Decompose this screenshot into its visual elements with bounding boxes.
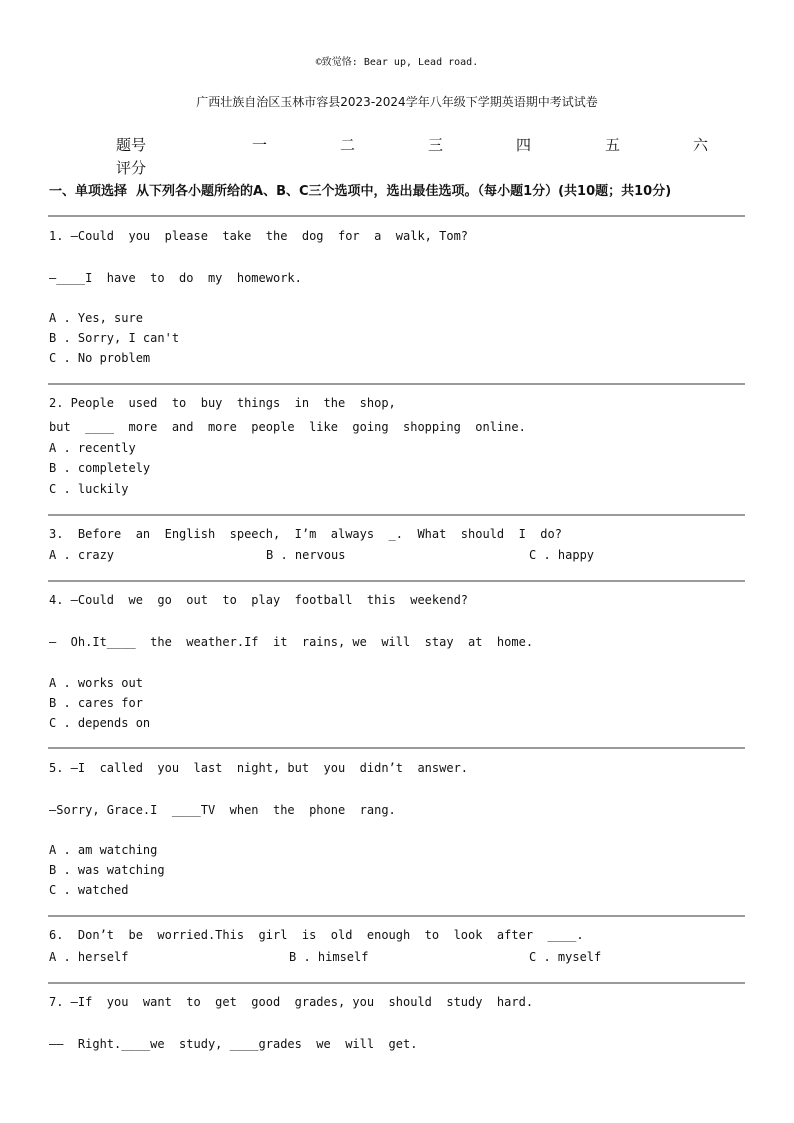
section-heading: 一、单项选择 从下列各小题所给的A、B、C三个选项中，选出最佳选项。（每小题1分）(共10题；共10分) <box>49 184 672 199</box>
question-text: — Oh.It____ the weather.If it rains, we will stay at home. <box>49 635 534 649</box>
exam-title: 广西壮族自治区玉林市容县2023-2024学年八年级下学期英语期中考试试卷 <box>196 95 598 109</box>
option-b: B . cares for <box>49 696 143 710</box>
score-col-4: 四 <box>516 136 532 154</box>
score-col-3: 三 <box>428 136 444 154</box>
option-a: A . Yes, sure <box>49 311 143 325</box>
option-a: A . recently <box>49 441 136 455</box>
question-text: —— Right.____we study, ____grades we will get. <box>49 1037 418 1051</box>
option-b: B . Sorry, I can't <box>49 331 180 345</box>
divider <box>48 580 745 582</box>
score-head-label: 题号 <box>116 136 147 154</box>
divider <box>48 915 745 917</box>
question-text: 1. —Could you please take the dog for a walk, Tom? <box>49 229 469 243</box>
question-text: 5. —I called you last night, but you didn’t answer. <box>49 761 469 775</box>
question-text: 3. Before an English speech, I’m always _. What should I do? <box>49 527 562 541</box>
option-a: A . crazy <box>49 548 115 562</box>
score-col-2: 二 <box>340 136 356 154</box>
divider <box>48 747 745 749</box>
score-col-5: 五 <box>605 136 621 154</box>
question-text: 2. People used to buy things in the shop, <box>49 396 396 410</box>
motto-header: ©致觉恪: Bear up, Lead road. <box>315 57 479 68</box>
score-col-6: 六 <box>693 136 709 154</box>
score-col-1: 一 <box>252 136 268 154</box>
option-a: A . works out <box>49 676 143 690</box>
question-text: 4. —Could we go out to play football this weekend? <box>49 593 469 607</box>
option-b: B . completely <box>49 461 151 475</box>
question-text: but ____ more and more people like going shopping online. <box>49 420 526 434</box>
option-a: A . am watching <box>49 843 158 857</box>
divider <box>48 514 745 516</box>
option-c: C . myself <box>529 950 602 964</box>
option-c: C . No problem <box>49 351 151 365</box>
divider <box>48 982 745 984</box>
option-b: B . himself <box>289 950 369 964</box>
option-c: C . happy <box>529 548 595 562</box>
divider <box>48 383 745 385</box>
question-text: 7. —If you want to get good grades, you should study hard. <box>49 995 534 1009</box>
option-a: A . herself <box>49 950 129 964</box>
option-b: B . was watching <box>49 863 165 877</box>
divider <box>48 215 745 217</box>
score-row-label: 评分 <box>116 159 147 177</box>
question-text: —____I have to do my homework. <box>49 271 302 285</box>
option-c: C . watched <box>49 883 129 897</box>
option-c: C . depends on <box>49 716 151 730</box>
option-b: B . nervous <box>266 548 346 562</box>
option-c: C . luckily <box>49 482 129 496</box>
question-text: —Sorry, Grace.I ____TV when the phone rang. <box>49 803 396 817</box>
question-text: 6. Don’t be worried.This girl is old enough to look after ____. <box>49 928 584 942</box>
